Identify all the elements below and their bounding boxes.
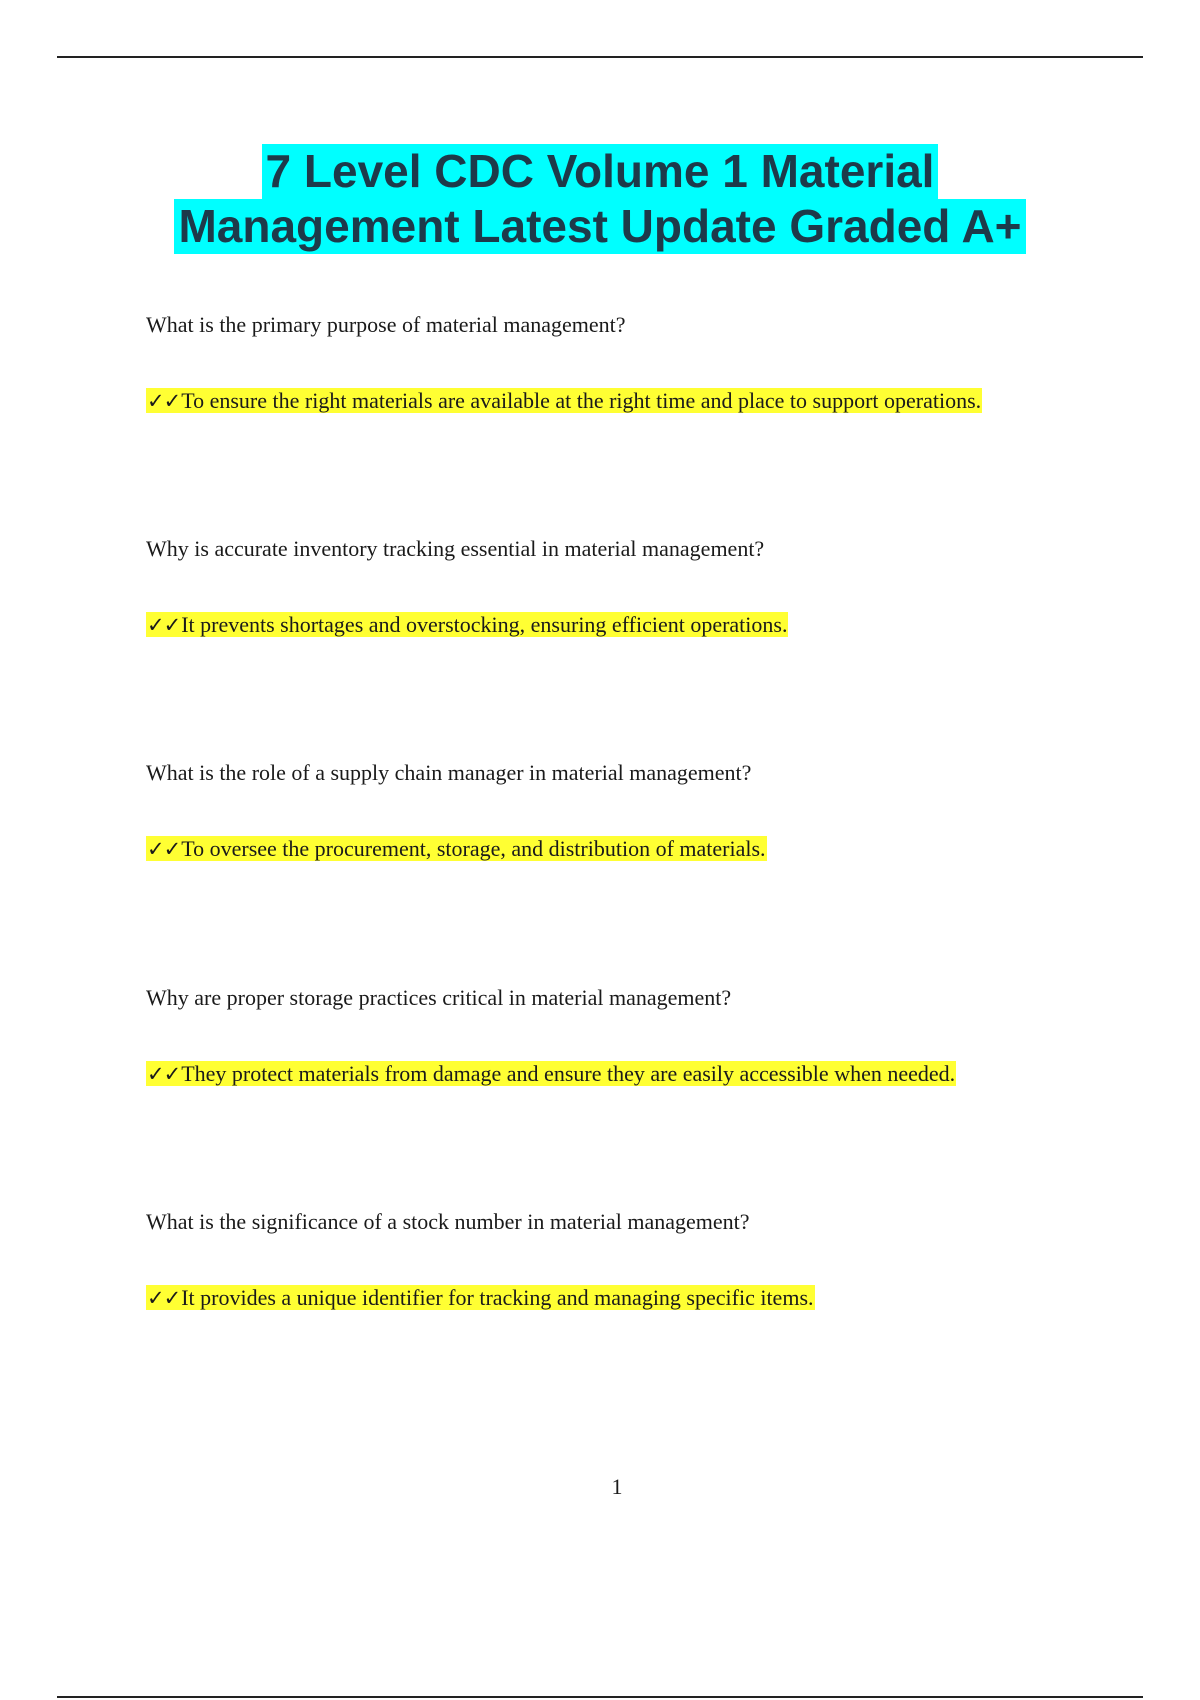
document-title	[100, 144, 1100, 254]
qa-item-5	[146, 1208, 1126, 1310]
answer-highlight	[146, 388, 982, 413]
page-number: 1	[611, 1474, 623, 1499]
answer-highlight	[146, 1061, 956, 1086]
double-check-icon: ✓✓	[147, 389, 181, 413]
qa-item-1	[146, 311, 1126, 413]
answer-text: They protect materials from damage and ensure they are easily accessible when needed.	[181, 1061, 956, 1086]
answer-text: To ensure the right materials are available at the right time and place to support operations.	[181, 388, 982, 413]
answer-line	[146, 1060, 956, 1088]
double-check-icon: ✓✓	[147, 613, 181, 637]
double-check-icon: ✓✓	[147, 1286, 181, 1310]
answer-highlight	[146, 836, 767, 861]
qa-item-3	[146, 759, 1126, 861]
answer-line	[146, 835, 767, 863]
answer-text: It prevents shortages and overstocking, ensuring efficient operations.	[181, 612, 788, 637]
title-line-2: Management Latest Update Graded A+	[174, 199, 1025, 254]
answer-highlight	[146, 1285, 815, 1310]
answer-text: To oversee the procurement, storage, and distribution of materials.	[181, 836, 766, 861]
title-line-1: 7 Level CDC Volume 1 Material	[262, 144, 939, 199]
answer-line	[146, 611, 788, 639]
question-text: What is the significance of a stock number in material management?	[146, 1209, 750, 1234]
double-check-icon: ✓✓	[147, 1062, 181, 1086]
answer-line	[146, 1284, 815, 1312]
double-check-icon: ✓✓	[147, 837, 181, 861]
question-text: What is the role of a supply chain manager in material management?	[146, 760, 752, 785]
question-text: Why is accurate inventory tracking essential in material management?	[146, 536, 765, 561]
question-text: What is the primary purpose of material management?	[146, 312, 626, 337]
top-rule	[57, 56, 1143, 58]
bottom-rule	[57, 1696, 1143, 1698]
answer-text: It provides a unique identifier for tracking and managing specific items.	[181, 1285, 814, 1310]
answer-highlight	[146, 612, 788, 637]
answer-line	[146, 387, 982, 415]
qa-item-4	[146, 984, 1126, 1086]
qa-item-2	[146, 535, 1126, 637]
question-text: Why are proper storage practices critical in material management?	[146, 985, 732, 1010]
